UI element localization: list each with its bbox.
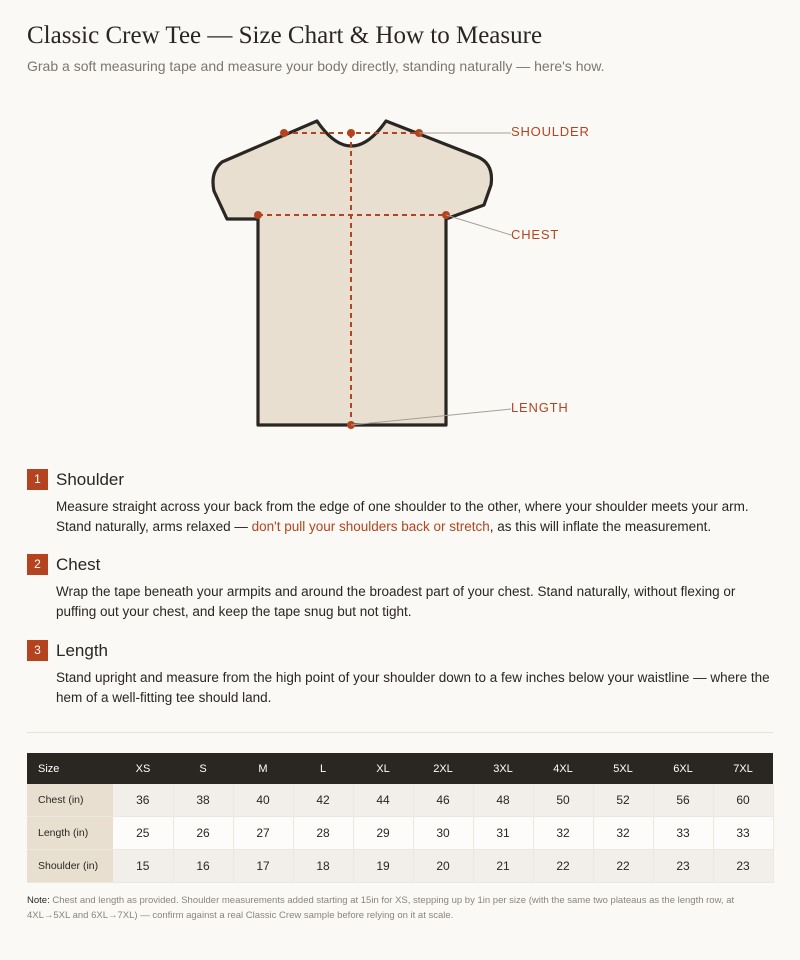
page-title: Classic Crew Tee — Size Chart & How to Measure [27, 22, 543, 49]
table-cell: 18 [293, 850, 353, 883]
table-cell: 52 [593, 784, 653, 817]
table-cell: 26 [173, 817, 233, 850]
size-header: 3XL [473, 753, 533, 784]
length-callout-label: LENGTH [511, 400, 569, 415]
table-cell: 38 [173, 784, 233, 817]
shoulder-center-point [347, 129, 355, 137]
table-cell: 23 [713, 850, 773, 883]
step-number-badge: 3 [27, 640, 48, 661]
size-chart-table [27, 753, 774, 883]
step-description: Wrap the tape beneath your armpits and around the broadest part of your chest. Stand naturally, without flexing or puffing out your chest, and keep the tape snug but not tight. [56, 584, 736, 619]
tshirt-measure-diagram [0, 0, 800, 450]
size-header: XS [113, 753, 173, 784]
table-cell: 25 [113, 817, 173, 850]
step-title: Shoulder [56, 470, 125, 489]
table-cell: 48 [473, 784, 533, 817]
step-title: Length [56, 641, 108, 660]
step-description: Stand upright and measure from the high point of your shoulder down to a few inches below your waistline — where the hem of a well-fitting tee should land. [56, 670, 770, 705]
table-cell: 46 [413, 784, 473, 817]
size-header: 6XL [653, 753, 713, 784]
table-cell: 40 [233, 784, 293, 817]
step-title: Chest [56, 555, 101, 574]
size-header: 7XL [713, 753, 773, 784]
table-cell: 22 [593, 850, 653, 883]
stretch-warning: don't pull your shoulders back or stretch [251, 518, 490, 534]
table-cell: 27 [233, 817, 293, 850]
table-row-shoulder [27, 850, 773, 883]
table-cell: 33 [713, 817, 773, 850]
note-lead: Note: [27, 895, 50, 906]
table-cell: 19 [353, 850, 413, 883]
table-cell: 32 [593, 817, 653, 850]
table-cell: 15 [113, 850, 173, 883]
table-row-chest [27, 784, 773, 817]
size-header: 5XL [593, 753, 653, 784]
table-cell: 44 [353, 784, 413, 817]
table-cell: 30 [413, 817, 473, 850]
table-cell: 31 [473, 817, 533, 850]
row-label: Length (in) [27, 817, 113, 850]
table-cell: 22 [533, 850, 593, 883]
shoulder-callout-label: SHOULDER [511, 124, 590, 139]
table-cell: 23 [653, 850, 713, 883]
page-subtitle: Grab a soft measuring tape and measure your body directly, standing naturally — here's how. [27, 58, 605, 74]
section-divider [27, 732, 773, 733]
table-cell: 17 [233, 850, 293, 883]
row-label: Shoulder (in) [27, 850, 113, 883]
row-label: Chest (in) [27, 784, 113, 817]
table-cell: 50 [533, 784, 593, 817]
size-header: XL [353, 753, 413, 784]
size-header-row [27, 753, 773, 784]
footnote [27, 894, 773, 923]
table-cell: 28 [293, 817, 353, 850]
size-header: L [293, 753, 353, 784]
step-number-badge: 2 [27, 554, 48, 575]
table-cell: 56 [653, 784, 713, 817]
size-column-header: Size [27, 753, 113, 784]
table-cell: 42 [293, 784, 353, 817]
table-cell: 33 [653, 817, 713, 850]
table-cell: 32 [533, 817, 593, 850]
chest-callout-leader [446, 215, 511, 235]
table-cell: 20 [413, 850, 473, 883]
step-description: Measure straight across your back from the edge of one shoulder to the other, where your shoulder meets your arm. Stand naturally, arms relaxed — don't pull your shoulders back or stretch, as this will inflate the measurement. [56, 499, 749, 534]
step-number-badge: 1 [27, 469, 48, 490]
size-header: M [233, 753, 293, 784]
table-row-length [27, 817, 773, 850]
size-header: 4XL [533, 753, 593, 784]
table-cell: 60 [713, 784, 773, 817]
table-cell: 16 [173, 850, 233, 883]
table-cell: 36 [113, 784, 173, 817]
table-cell: 29 [353, 817, 413, 850]
note-text: Chest and length as provided. Shoulder measurements added starting at 15in for XS, stepping up by 1in per size (with the same two plateaus as the length row, at 4XL→5XL and 6XL→7XL) — confirm against a real Classic Crew sample before relying on it at scale. [27, 895, 735, 921]
shoulder-left-point [280, 129, 288, 137]
table-cell: 21 [473, 850, 533, 883]
tshirt-outline [213, 121, 491, 425]
chest-callout-label: CHEST [511, 227, 560, 242]
size-header: S [173, 753, 233, 784]
size-header: 2XL [413, 753, 473, 784]
chest-left-point [254, 211, 262, 219]
